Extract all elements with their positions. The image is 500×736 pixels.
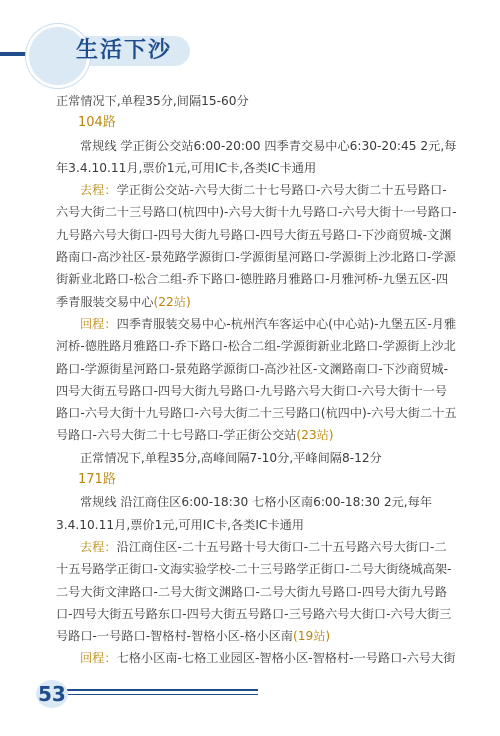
outbound-label: 去程： [80,539,117,554]
return-label: 回程： [80,651,117,666]
route-171-return [56,647,458,669]
return-stops: 四季青服装交易中心-杭州汽车客运中心(中心站)-九堡五区-月雅河桥-德胜路月雅路口-乔下路口-松合二组-学源街新业北路口-学源街上沙北路口-学源街星河路口-景苑路学源街口-高沙社区-文渊路南口-下沙商贸城-四号大街五号路口-四号大街九号路口-九号路六号大街口-六号大街十一号路口-六号大街十九号路口-六号大街二十三号路口(杭四中)-六号大街二十五号路口-六号大街二十七号路口-学正街公交站 [56,316,457,443]
stop-count: (19站) [292,629,331,644]
route-104-title: 104路 [78,115,116,131]
route-171-schedule: 常规线 沿江商住区6:00-18:30 七格小区南6:00-18:30 2元,每年3.4.10.11月,票价1元,可用IC卡,各类IC卡通用 [56,495,433,532]
return-label: 回程： [80,316,117,331]
section-title: 生活下沙 [76,38,173,63]
route-104-outbound [56,179,458,313]
outbound-stops: 沿江商住区-二十五号路十号大街口-二十五号路六号大街口-二十五号路学正街口-文海实验学校-二十三号路学正街口-二号大街绕城高架-二号大街文津路口-二号大街文渊路口-二号大街九号路口-四号大街九号路口-四号大街五号路东口-四号大街五号路口-三号路六号大街口-六号大街三号路口-一号路口-智格村-智格小区-格小区南 [56,539,452,644]
return-stops: 七格小区南-七格工业园区-智格小区-智格村-一号路口-六号大街 [116,651,456,666]
outbound-label: 去程： [80,183,117,198]
route-171-title: 171路 [78,472,116,488]
route-104-return [56,313,458,447]
route-104-schedule: 常规线 学正街公交站6:00-20:00 四季青交易中心6:30-20:45 2元,每年3.4.10.11月,票价1元,可用IC卡,各类IC卡通用 [56,138,457,175]
route-104-frequency: 正常情况下,单程35分,高峰间隔7-10分,平峰间隔8-12分 [80,450,382,465]
intro-line: 正常情况下,单程35分,间隔15-60分 [56,94,249,108]
page-content [56,90,458,670]
stop-count: (23站) [296,428,334,443]
route-171-outbound [56,536,458,647]
footer-rule [42,689,258,691]
stop-count: (22站) [153,294,191,309]
outbound-stops: 学正街公交站-六号大街二十七号路口-六号大街二十五号路口-六号大街二十三号路口(杭四中)-六号大街十九号路口-六号大街十一号路口-九号路六号大街口-四号大街九号路口-四号大街五号路口-下沙商贸城-文渊路南口-高沙社区-景苑路学源街口-学源街星河路口-学源街上沙北路口-学源街新业北路口-松合二组-乔下路口-德胜路月雅路口-月雅河桥-九堡五区-四季青服装交易中心 [56,183,457,309]
footer-rule-thin [42,694,258,695]
page-number: 53 [38,682,66,706]
